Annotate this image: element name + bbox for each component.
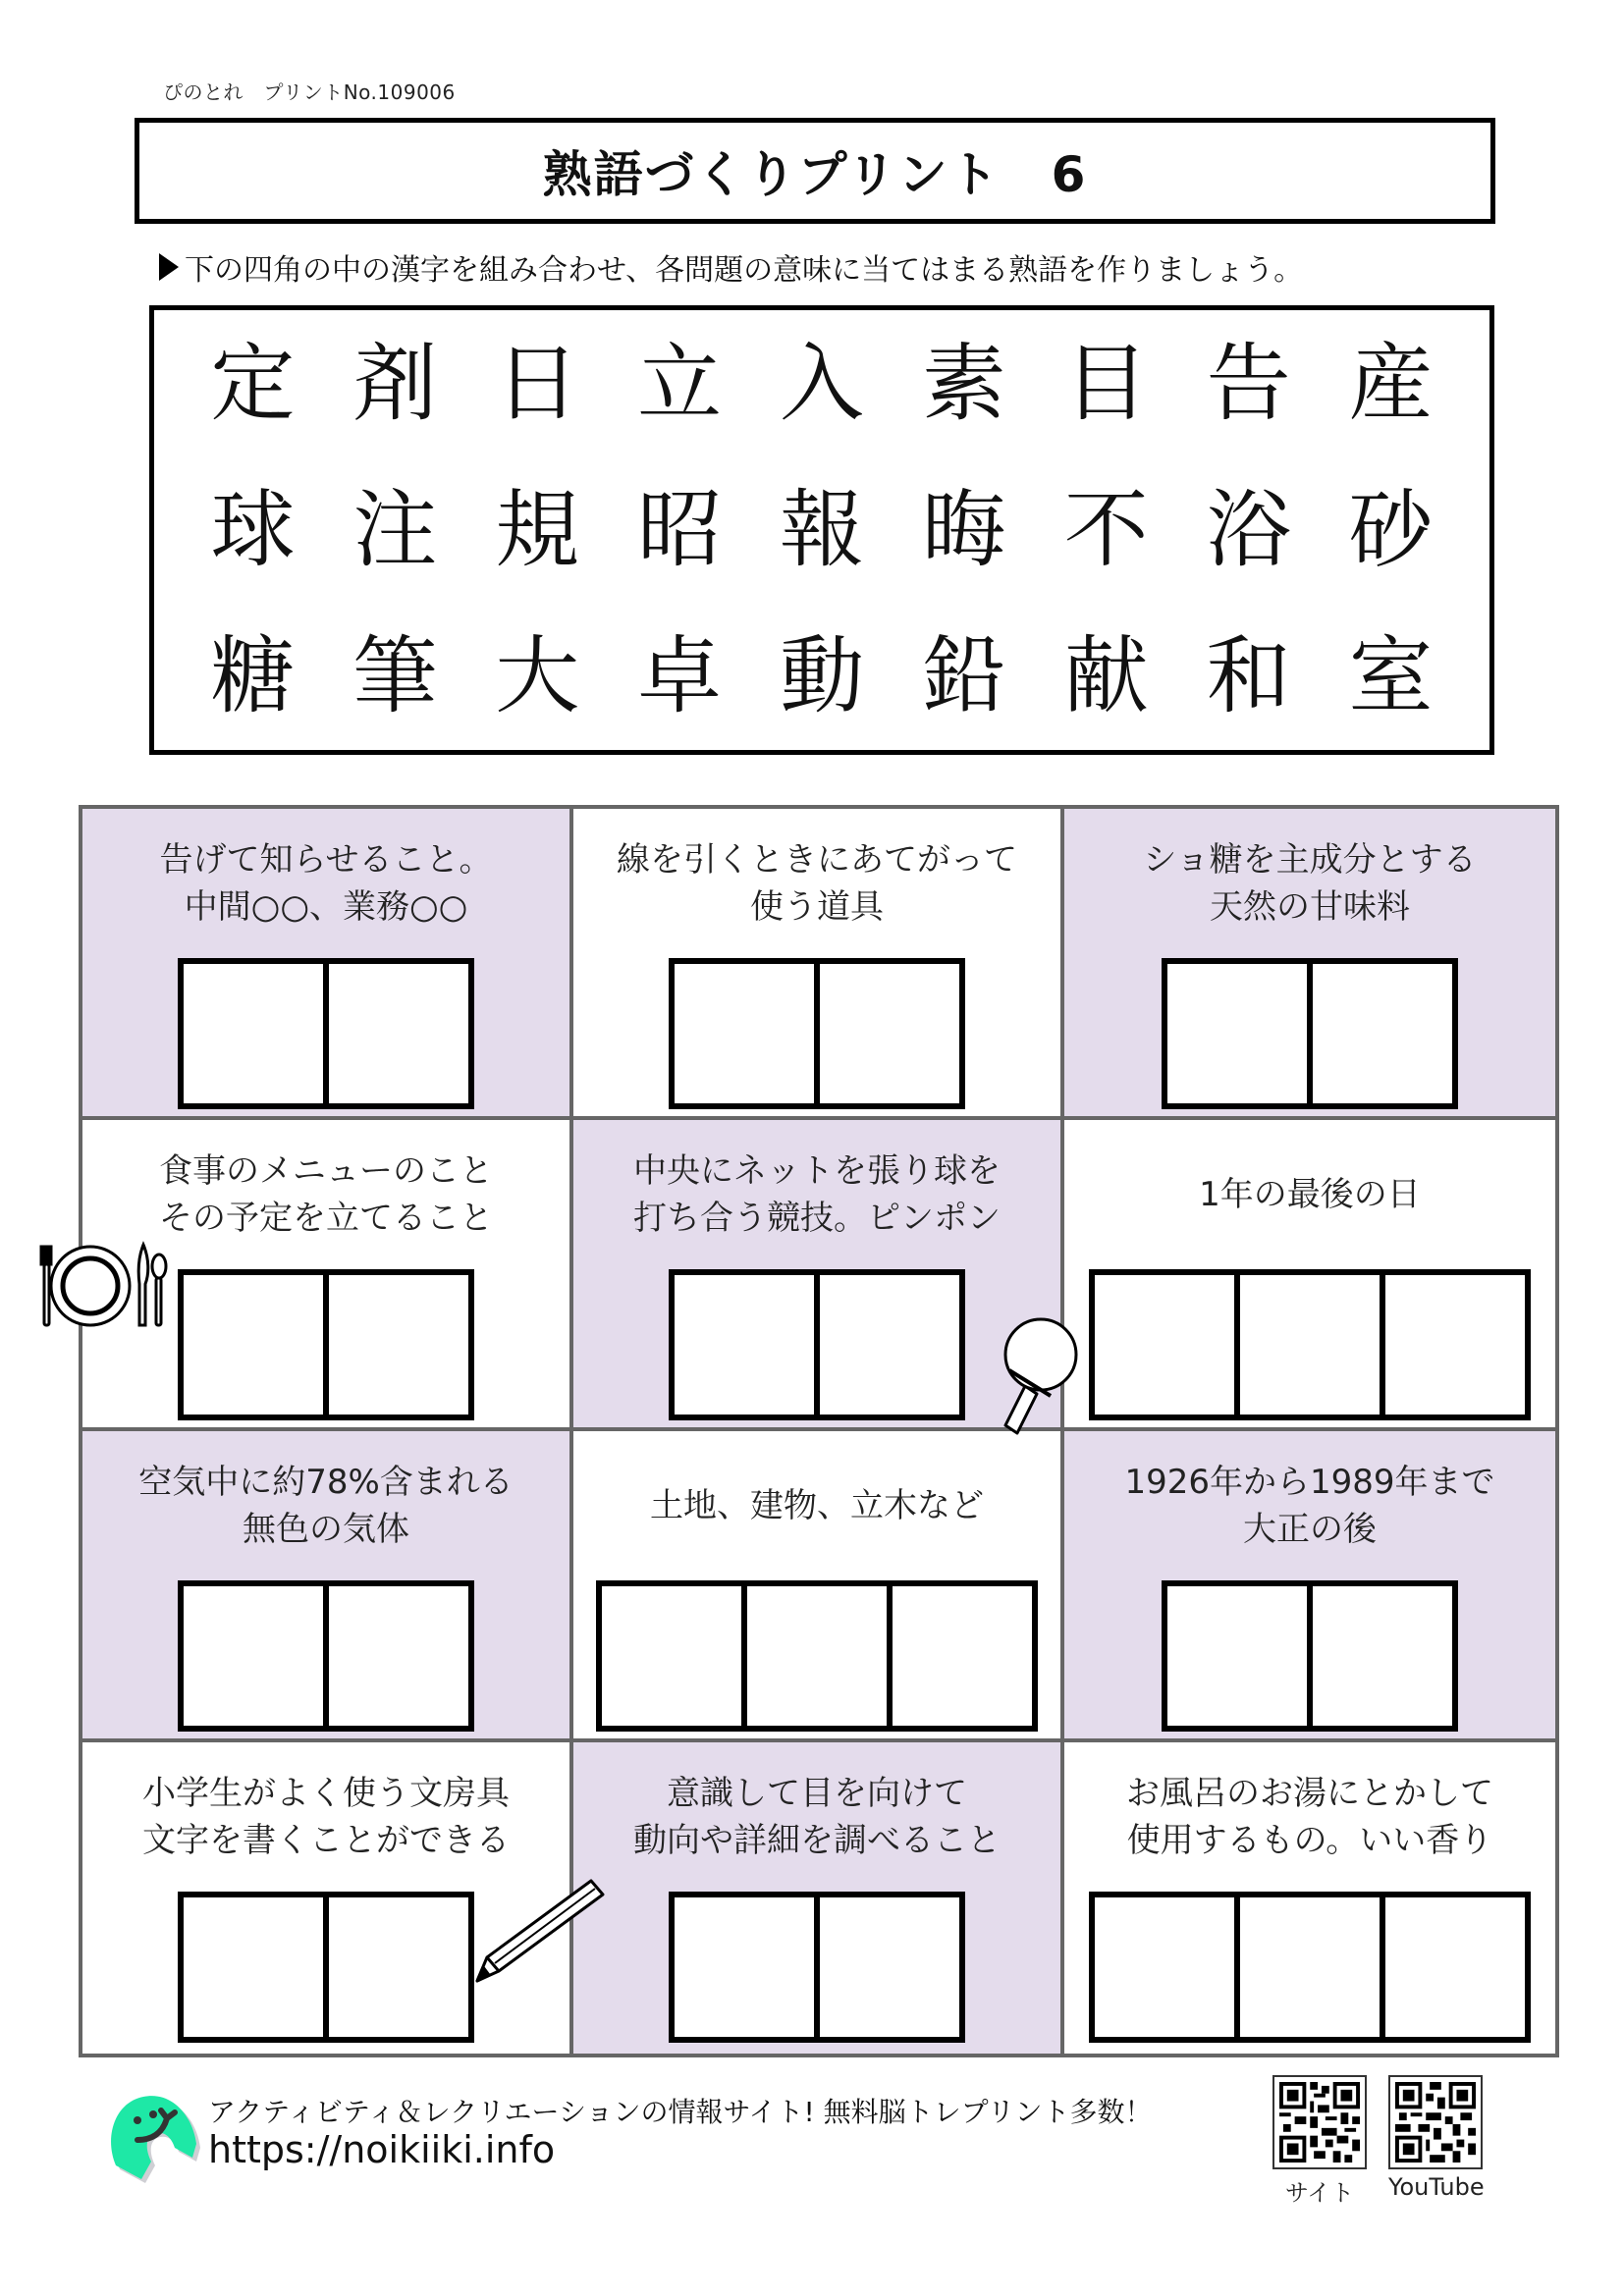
answer-box[interactable] [184,964,323,1103]
clue-line-2: 使う道具 [750,887,884,927]
qr-youtube [1388,2075,1485,2201]
question-grid [79,805,1559,2057]
kanji-char: 素 [921,334,1006,433]
answer-box[interactable] [741,1586,887,1726]
clue-line-1: 告げて知らせること。 [159,840,493,880]
answer-box[interactable] [1095,1275,1234,1415]
answer-box[interactable] [184,1275,323,1415]
kanji-char: 剤 [352,334,438,433]
answer-box[interactable] [887,1586,1032,1726]
answer-box[interactable] [1167,1586,1307,1726]
clue-line-1: 土地、建物、立木など [650,1486,984,1525]
kanji-char: 目 [1063,334,1149,433]
triangle-bullet-icon [159,253,179,281]
clue-line-2: 大正の後 [1243,1510,1377,1549]
clue-line-2: 無色の気体 [242,1510,409,1549]
question-cell-7 [82,1431,573,1742]
clue [1126,1756,1493,1878]
answer-box[interactable] [323,964,468,1103]
kanji-char: 大 [495,627,580,726]
clue-line-2: 動向や詳細を調べること [633,1821,1001,1860]
question-cell-8 [573,1431,1064,1742]
answer-box[interactable] [814,1275,959,1415]
answer-boxes [178,1580,474,1732]
clue-line-1: ショ糖を主成分とする [1143,840,1477,880]
kanji-char: 卓 [637,627,723,726]
question-cell-1 [82,809,573,1120]
kanji-char: 日 [495,334,580,433]
footer-tagline: アクティビティ＆レクリエーションの情報サイト! 無料脳トレプリント多数！ [208,2096,1153,2128]
answer-box[interactable] [323,1897,468,2037]
answer-box[interactable] [1380,1275,1525,1415]
title-box [135,118,1495,224]
answer-box[interactable] [1234,1275,1380,1415]
qr-label-youtube: YouTube [1388,2173,1485,2201]
answer-box[interactable] [602,1586,741,1726]
clue-line-1: 意識して目を向けて [667,1774,967,1813]
clue-line-1: 1年の最後の日 [1199,1175,1421,1214]
clue-line-2: その予定を立てること [159,1199,493,1238]
kanji-char: 鉛 [921,627,1006,726]
kanji-char: 晦 [921,480,1006,579]
question-cell-6 [1064,1120,1555,1431]
clue [617,823,1017,944]
print-number: ぴのとれ プリントNo.109006 [163,80,456,104]
question-cell-2 [573,809,1064,1120]
clue-line-2: 中間○○、業務○○ [184,887,468,927]
pencil-icon [473,1877,611,1985]
clue [142,1756,510,1878]
answer-boxes [669,1269,965,1420]
kanji-char: 入 [779,334,864,433]
kanji-char: 動 [779,627,864,726]
answer-box[interactable] [184,1586,323,1726]
answer-box[interactable] [323,1275,468,1415]
clue-line-1: お風呂のお湯にとかして [1126,1774,1493,1813]
qr-label-site: サイト [1284,2179,1355,2207]
clue [1199,1134,1421,1255]
kanji-char: 定 [210,334,296,433]
answer-boxes [1162,958,1458,1109]
answer-boxes [178,958,474,1109]
clue [160,823,493,944]
clue-line-1: 食事のメニューのこと [159,1151,493,1191]
answer-boxes [178,1269,474,1420]
question-cell-3 [1064,809,1555,1120]
answer-box[interactable] [323,1586,468,1726]
qr-code-site-icon[interactable] [1272,2075,1367,2169]
clue-line-2: 文字を書くことができる [142,1821,510,1860]
answer-boxes [1089,1269,1531,1420]
kanji-char: 球 [210,480,296,579]
clue [633,1134,1001,1255]
kanji-char: 献 [1063,627,1149,726]
clue [1143,823,1476,944]
ping-pong-paddle-icon [980,1315,1078,1443]
kanji-char: 告 [1206,334,1291,433]
answer-boxes [178,1892,474,2043]
answer-boxes [669,958,965,1109]
clue [633,1756,1001,1878]
kanji-char: 立 [637,334,723,433]
answer-boxes [596,1580,1038,1732]
clue [650,1445,984,1567]
footer-url-link[interactable]: https://noikiiki.info [208,2128,556,2171]
answer-box[interactable] [1380,1897,1525,2037]
answer-box[interactable] [1095,1897,1234,2037]
kanji-char: 浴 [1206,480,1291,579]
instruction [159,245,1303,289]
clue-line-2: 打ち合う競技。ピンポン [633,1199,1001,1238]
instruction-text: 下の四角の中の漢字を組み合わせ、各問題の意味に当てはまる熟語を作りましょう。 [185,253,1304,288]
answer-box[interactable] [814,964,959,1103]
question-cell-12 [1064,1742,1555,2054]
clue [159,1134,493,1255]
kanji-char: 筆 [352,627,438,726]
kanji-char: 砂 [1348,480,1434,579]
question-cell-9 [1064,1431,1555,1742]
answer-box[interactable] [675,1897,814,2037]
answer-box[interactable] [675,964,814,1103]
answer-box[interactable] [1307,1586,1452,1726]
qr-code-youtube-icon[interactable] [1388,2075,1483,2169]
kanji-char: 昭 [637,480,723,579]
answer-box[interactable] [184,1897,323,2037]
kanji-pool [149,305,1494,755]
kanji-char: 規 [495,480,580,579]
kanji-grid [182,310,1462,750]
clue [138,1445,514,1567]
kanji-char: 報 [779,480,864,579]
answer-boxes [1089,1892,1531,2043]
kanji-char: 注 [352,480,438,579]
answer-box[interactable] [1234,1897,1380,2037]
answer-box[interactable] [675,1275,814,1415]
answer-box[interactable] [1167,964,1307,1103]
answer-box[interactable] [1307,964,1452,1103]
clue [1124,1445,1494,1567]
clue-line-1: 1926年から1989年まで [1124,1463,1495,1502]
kanji-char: 産 [1348,334,1434,433]
kanji-char: 和 [1206,627,1291,726]
kanji-char: 室 [1348,627,1434,726]
plate-cutlery-icon [37,1239,175,1337]
clue-line-1: 中央にネットを張り球を [633,1151,1001,1191]
clue-line-2: 天然の甘味料 [1209,887,1410,927]
answer-box[interactable] [814,1897,959,2037]
clue-line-1: 空気中に約78%含まれる [138,1463,514,1502]
answer-boxes [669,1892,965,2043]
clue-line-1: 小学生がよく使う文房具 [142,1774,510,1813]
clue-line-2: 使用するもの。いい香り [1126,1821,1493,1860]
question-cell-11 [573,1742,1064,2054]
noikiiki-logo-icon [98,2089,206,2187]
kanji-char: 糖 [210,627,296,726]
page-title: 熟語づくりプリント 6 [542,146,1088,203]
clue-line-1: 線を引くときにあてがって [617,840,1017,880]
answer-boxes [1162,1580,1458,1732]
qr-site [1272,2075,1367,2208]
kanji-char: 不 [1063,480,1149,579]
